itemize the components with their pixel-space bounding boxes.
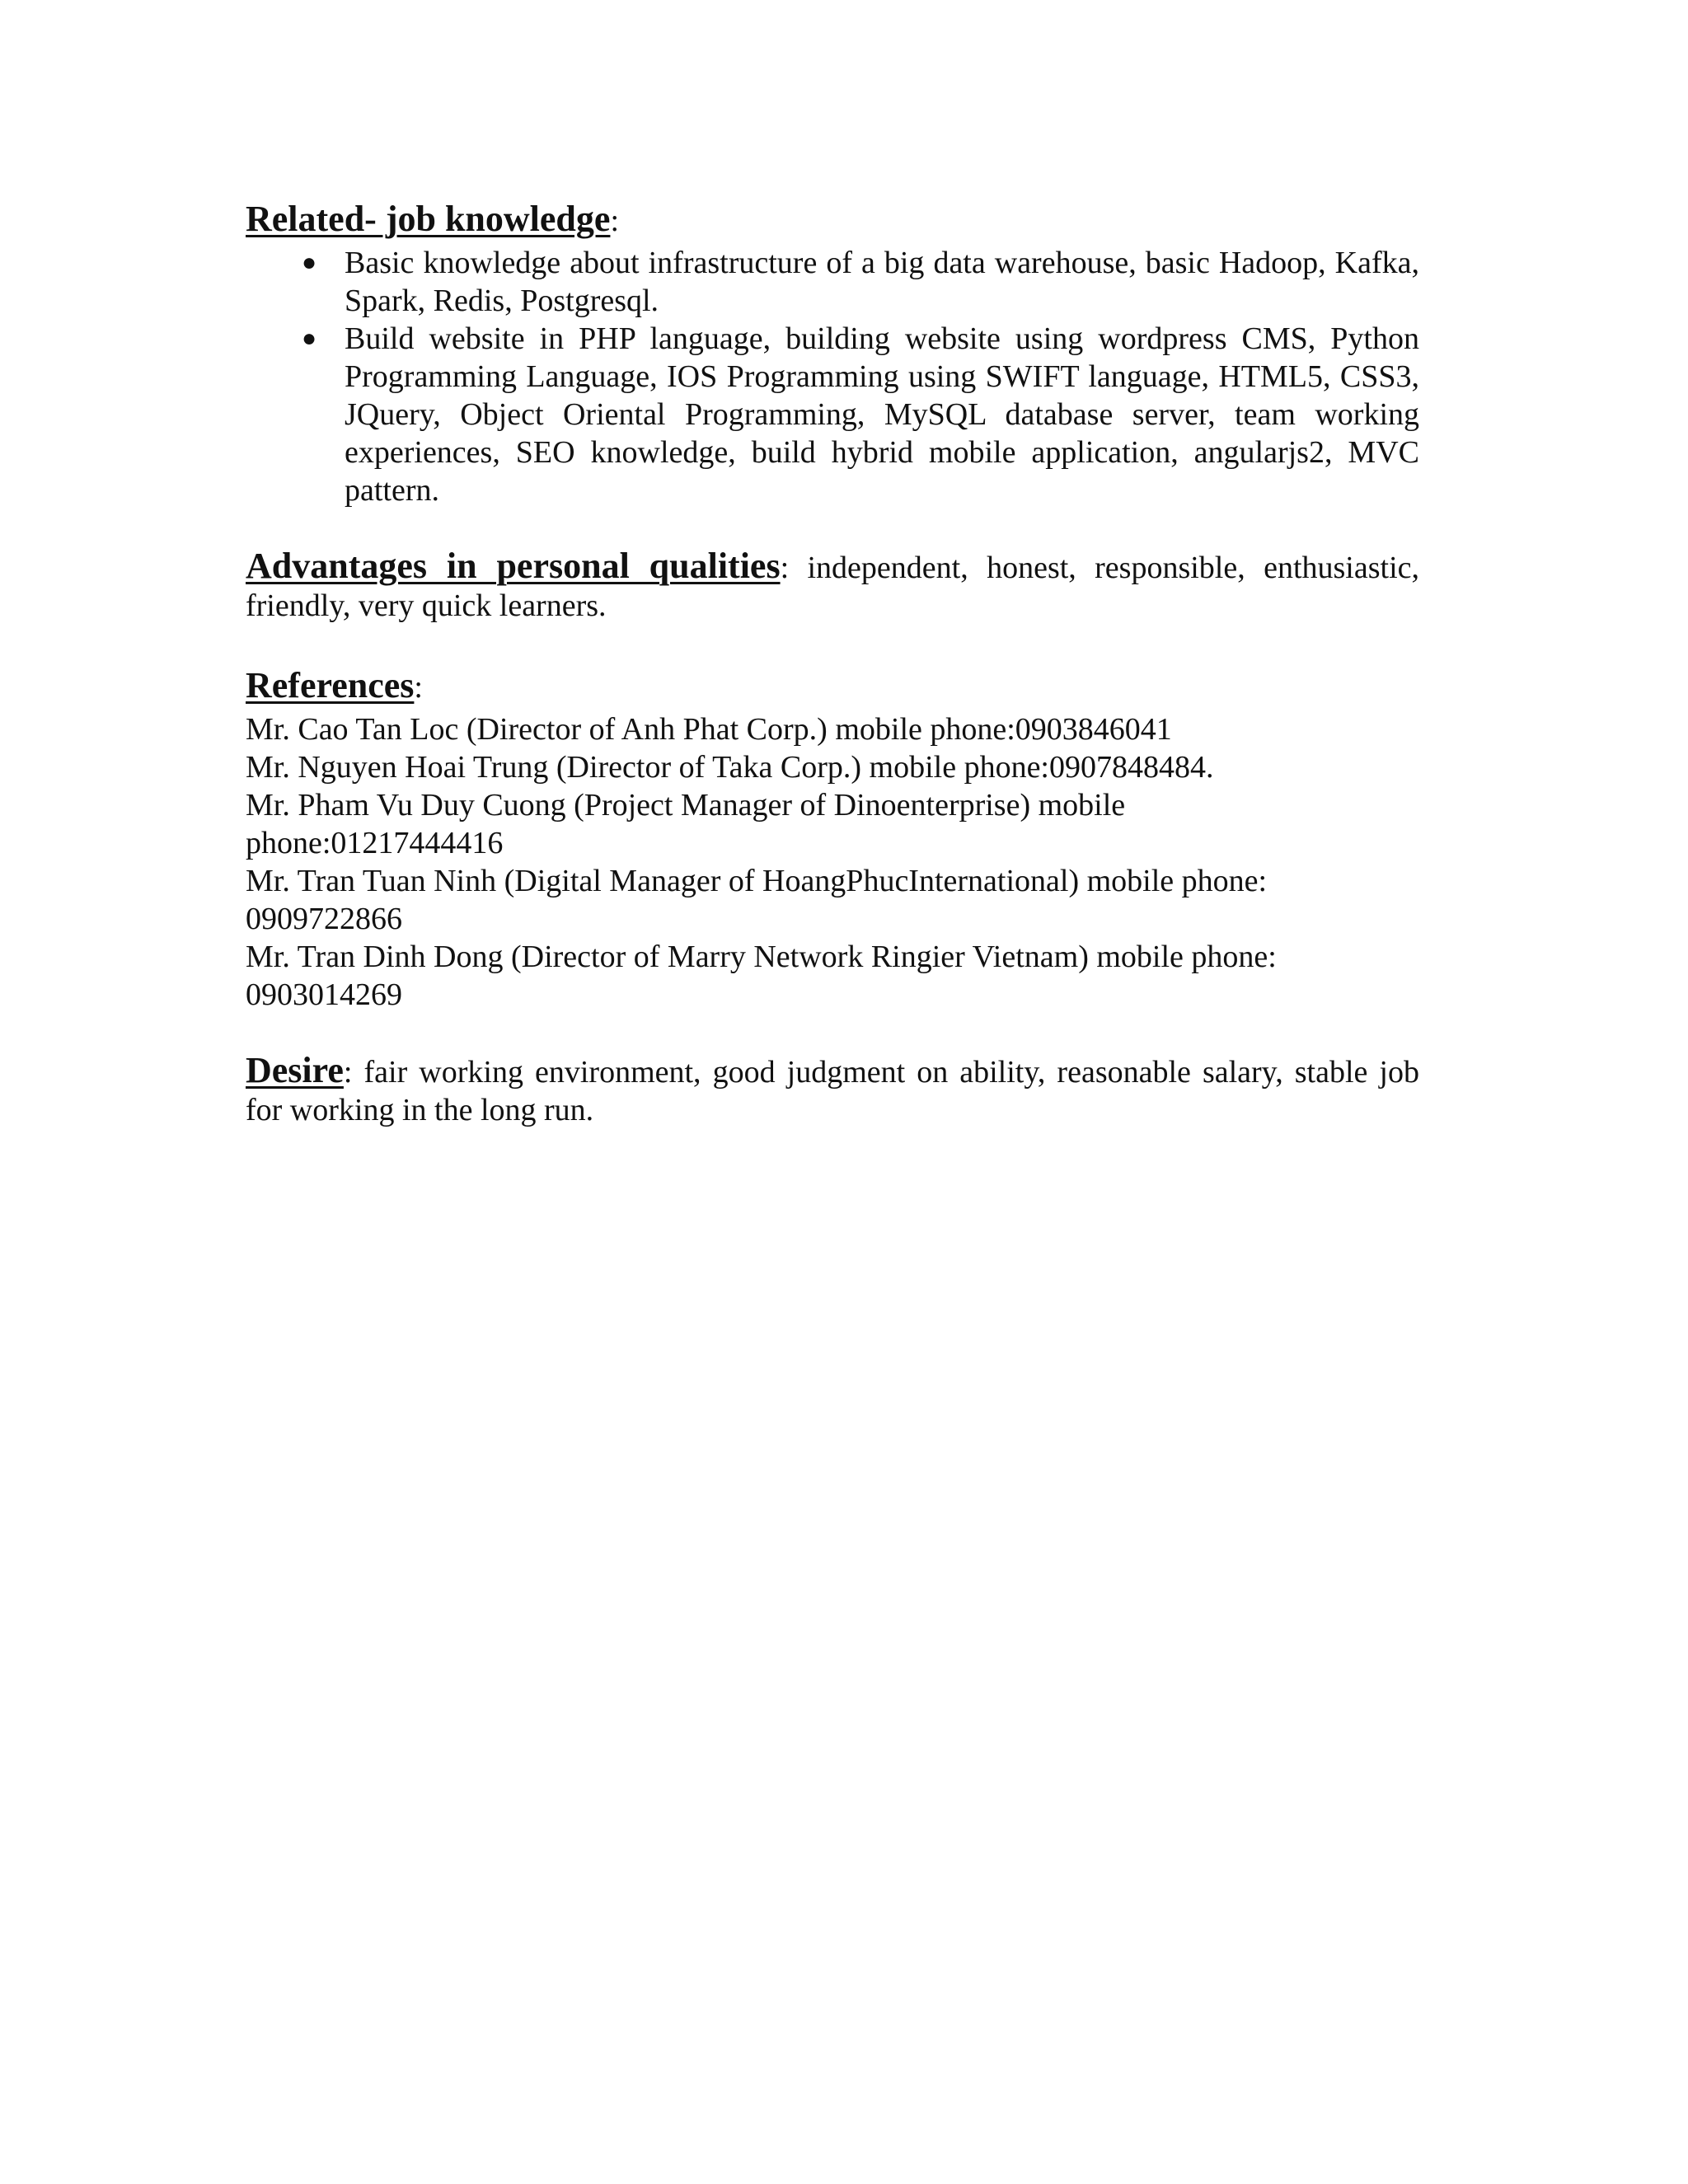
document-page <box>246 196 1419 1129</box>
desire-text: : fair working environment, good judgment on ability, reasonable salary, stable job for working in the long run. <box>246 1055 1419 1127</box>
advantages-heading: Advantages in personal qualities <box>246 546 781 586</box>
reference-line: Mr. Nguyen Hoai Trung (Director of Taka Corp.) mobile phone:0907848484. <box>246 750 1214 785</box>
section-desire <box>246 1052 1419 1129</box>
list-item-text: Basic knowledge about infrastructure of a big data warehouse, basic Hadoop, Kafka, Spark, Redis, Postgresql. <box>345 246 1419 318</box>
related-heading: Related- job knowledge <box>246 199 611 239</box>
reference-line: 0903014269 <box>246 977 402 1012</box>
list-item <box>302 320 1419 509</box>
reference-line: phone:01217444416 <box>246 826 504 860</box>
references-heading-line <box>246 663 1419 710</box>
reference-line: 0909722866 <box>246 902 402 936</box>
related-bullet-list <box>246 244 1419 509</box>
references-heading: References <box>246 665 415 705</box>
reference-line: Mr. Tran Dinh Dong (Director of Marry Network Ringier Vietnam) mobile phone: <box>246 940 1277 974</box>
section-references <box>246 663 1419 1014</box>
list-item-text: Build website in PHP language, building website using wordpress CMS, Python Programming Language, IOS Programming using SWIFT language, HTML5, CSS3, JQuery, Object Oriental Programming, MySQL database server, team working experiences, SEO knowledge, build hybrid mobile application, angularjs2, MVC pattern. <box>345 321 1419 508</box>
section-advantages <box>246 547 1419 625</box>
reference-line: Mr. Cao Tan Loc (Director of Anh Phat Corp.) mobile phone:0903846041 <box>246 712 1172 747</box>
reference-line: Mr. Tran Tuan Ninh (Digital Manager of HoangPhucInternational) mobile phone: <box>246 864 1268 898</box>
section-related-knowledge <box>246 196 1419 509</box>
related-colon: : <box>610 204 619 238</box>
reference-line: Mr. Pham Vu Duy Cuong (Project Manager of Dinoenterprise) mobile <box>246 788 1126 823</box>
bullet-icon: ● <box>302 249 317 276</box>
related-heading-line <box>246 196 1419 244</box>
references-colon: : <box>414 670 423 705</box>
bullet-icon: ● <box>302 325 317 352</box>
desire-heading: Desire <box>246 1050 344 1090</box>
advantages-text: : independent, honest, responsible, enthusiastic, friendly, very quick learners. <box>246 551 1420 623</box>
list-item <box>302 244 1419 320</box>
